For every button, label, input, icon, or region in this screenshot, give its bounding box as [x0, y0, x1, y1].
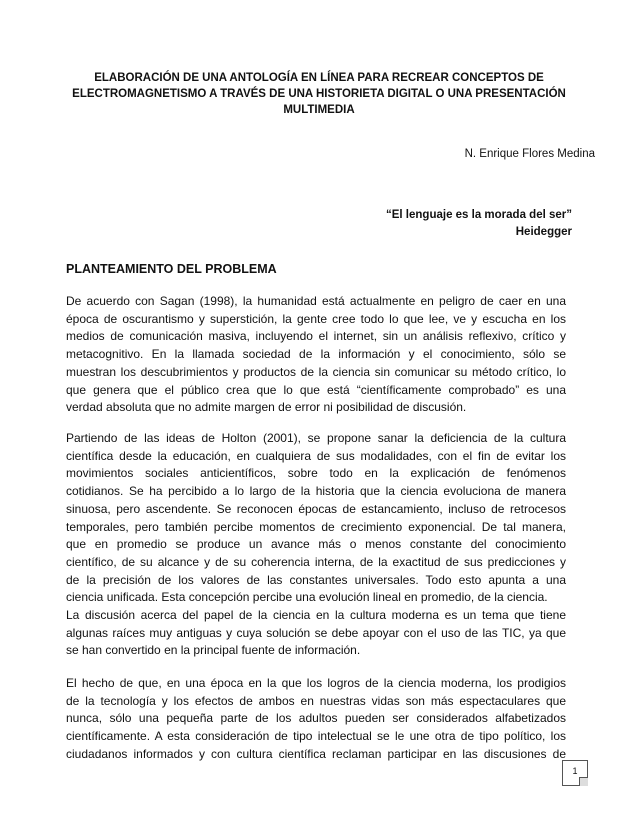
paragraph-4 [66, 675, 566, 764]
paragraph-line: ciencia unificada. Esta concepción percibe una evolución lineal en promedio, de la ciencia. [66, 590, 548, 605]
paragraph-line: científicamente. A esta consideración de tipo intelectual se le une otra de tipo político, los [66, 729, 566, 744]
paragraph-line: movimientos sociales anticientíficos, sobre todo en la explicación de fenómenos [66, 466, 566, 481]
paragraph-line: nunca, sólo una pequeña parte de los adultos pueden ser considerados alfabetizados [66, 711, 566, 726]
paragraph-line: Partiendo de las ideas de Holton (2001), se propone sanar la deficiencia de la cultura [66, 431, 566, 445]
paragraph-line: que en promedio se produce un avance más o menos constante del conocimiento [66, 537, 566, 552]
paragraph-line: de la precisión de los valores de las constantes universales. Todo esto apunta a una [66, 572, 566, 587]
paragraph-line: El hecho de que, en una época en la que los logros de la ciencia moderna, los prodigios [66, 676, 566, 690]
paragraph-line: cotidianos. Se ha percibido a lo largo de la historia que la ciencia evoluciona de manera [66, 484, 566, 499]
paragraph-line: La discusión acerca del papel de la ciencia en la cultura moderna es un tema que tiene [66, 608, 566, 622]
paragraph-line: científico, de su alcance y de su coherencia interna, de la exactitud de sus predicciones y [66, 554, 566, 569]
paragraph-line: ciudadanos informados y con cultura científica reclaman participar en las discusiones de [66, 746, 566, 761]
paragraph-line: muestran los descubrimientos y productos de la ciencia sin comunicar su método crítico, lo [66, 364, 566, 379]
page-number: 1 [562, 760, 588, 786]
epigraph-text: “El lenguaje es la morada del ser” [386, 209, 572, 221]
paragraph-line: científica desde la educación, en cualquiera de sus modalidades, con el fin de evitar los [66, 448, 566, 463]
epigraph [386, 207, 572, 241]
paragraph-line: metacognitivo. En la llamada sociedad de la información y el conocimiento, sólo se [66, 347, 566, 362]
paragraph-line: algunas raíces muy antiguas y cuya solución se debe apoyar con el uso de las TIC, ya que [66, 625, 566, 640]
title-line-3: MULTIMEDIA [283, 104, 355, 116]
epigraph-attribution: Heidegger [515, 226, 572, 238]
paragraph-line: De acuerdo con Sagan (1998), la humanidad está actualmente en peligro de caer en una [66, 294, 566, 308]
paragraph-line: sinuosa, pero ascendente. Se reconocen épocas de estancamiento, incluso de retrocesos [66, 501, 566, 516]
title-line-1: ELABORACIÓN DE UNA ANTOLOGÍA EN LÍNEA PARA RECREAR CONCEPTOS DE [94, 72, 544, 84]
section-heading: PLANTEAMIENTO DEL PROBLEMA [66, 262, 277, 276]
paragraph-2 [66, 430, 566, 607]
author-name: N. Enrique Flores Medina [464, 148, 595, 160]
paragraph-line: se han convertido en la principal fuente de información. [66, 643, 361, 658]
title-line-2: ELECTROMAGNETISMO A TRAVÉS DE UNA HISTORIETA DIGITAL O UNA PRESENTACIÓN [72, 88, 566, 100]
paragraph-line: medios de comunicación masiva, incluyendo el internet, sin un análisis reflexivo, crítico y [66, 329, 566, 344]
document-title [64, 70, 574, 118]
paragraph-line: que genera que el público crea que lo que está “científicamente comprobado” es una [66, 382, 566, 397]
paragraph-line: época de oscurantismo y superstición, la gente cree todo lo que lee, ve y escucha en los [66, 311, 566, 326]
paragraph-line: verdad absoluta que no admite margen de error ni posibilidad de discusión. [66, 400, 467, 415]
paragraph-3 [66, 607, 566, 660]
paragraph-1 [66, 293, 566, 417]
paragraph-line: temporales, pero también percibe momentos de crecimiento exponencial. De tal manera, [66, 519, 566, 534]
paragraph-line: de la tecnología y los efectos de ambos en nuestras vidas son más espectaculares que [66, 693, 566, 708]
